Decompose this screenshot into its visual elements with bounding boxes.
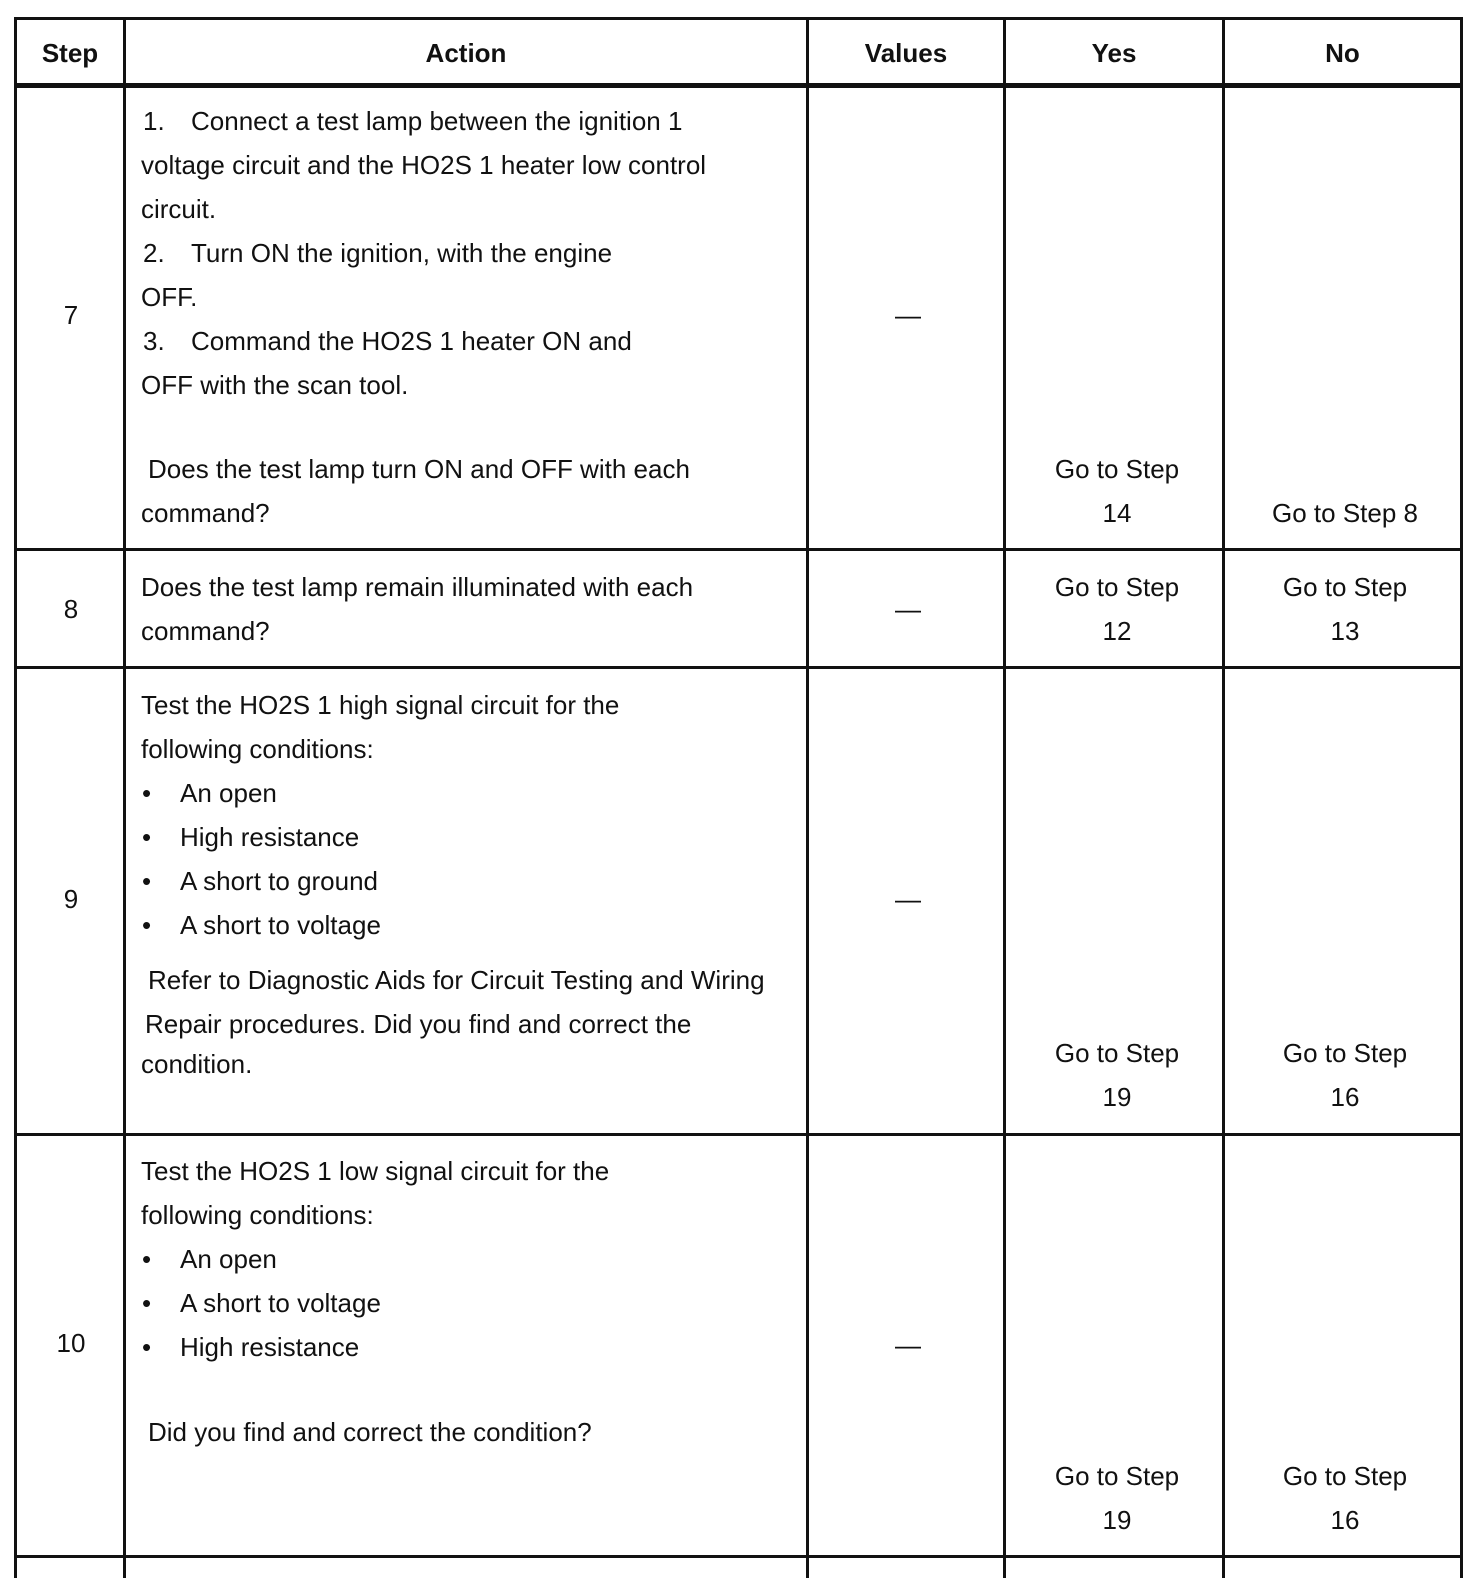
question-text: Does the test lamp remain illuminated with each	[141, 572, 694, 602]
action-text: circuit.	[141, 194, 217, 224]
action-question	[141, 1410, 801, 1454]
no-text: Go to Step	[1282, 1461, 1408, 1491]
bullet-item: • An open	[141, 1237, 801, 1281]
yes-text: 14	[1102, 498, 1132, 528]
yes-text: Go to Step	[1054, 572, 1180, 602]
question-text: command?	[141, 616, 270, 646]
action-step-number: 3.	[143, 326, 165, 356]
question-text: Repair procedures. Did you find and correct the	[145, 1009, 692, 1039]
action-step-number: 1.	[143, 106, 165, 136]
header-values: Values	[864, 37, 948, 68]
action-text: voltage circuit and the HO2S 1 heater low control	[141, 150, 707, 180]
step-number: 9	[63, 884, 79, 914]
table-border-bottom	[14, 1555, 1463, 1558]
no-cell	[1229, 1454, 1461, 1542]
column-divider	[806, 17, 809, 1578]
action-question	[141, 958, 801, 1086]
no-cell	[1229, 491, 1461, 535]
intro-text: following conditions:	[141, 734, 374, 764]
header-action: Action	[425, 37, 507, 68]
action-cell	[141, 683, 801, 947]
yes-text: 19	[1102, 1505, 1132, 1535]
action-text: Turn ON the ignition, with the engine	[191, 238, 613, 268]
row-divider	[14, 666, 1463, 669]
yes-cell	[1008, 1454, 1226, 1542]
bullet-item: • A short to voltage	[141, 1281, 801, 1325]
yes-text: Go to Step	[1054, 454, 1180, 484]
action-text: Connect a test lamp between the ignition 1	[191, 106, 683, 136]
yes-text: Go to Step	[1054, 1038, 1180, 1068]
header-step: Step	[41, 37, 99, 68]
question-text: Does the test lamp turn ON and OFF with each	[148, 454, 690, 484]
bullet-item: • A short to ground	[141, 859, 801, 903]
row-divider	[14, 548, 1463, 551]
column-divider	[1222, 17, 1225, 1578]
bullet-item: • High resistance	[141, 815, 801, 859]
action-text: OFF.	[141, 282, 198, 312]
intro-text: following conditions:	[141, 1200, 374, 1230]
action-cell	[141, 1149, 801, 1369]
table-border-right	[1460, 17, 1463, 1578]
action-cell	[141, 99, 801, 407]
header-no: No	[1325, 37, 1360, 68]
no-cell	[1229, 565, 1461, 653]
step-number: 10	[56, 1328, 86, 1358]
yes-text: Go to Step	[1054, 1461, 1180, 1491]
no-text: Go to Step	[1282, 1038, 1408, 1068]
action-text: Command the HO2S 1 heater ON and	[191, 326, 632, 356]
question-text: Refer to Diagnostic Aids for Circuit Testing and Wiring	[148, 965, 765, 995]
row-divider	[14, 1133, 1463, 1136]
action-step-number: 2.	[143, 238, 165, 268]
yes-text: 12	[1102, 616, 1132, 646]
question-text: condition.	[141, 1049, 253, 1079]
no-text: 13	[1330, 616, 1360, 646]
value-cell: —	[895, 1330, 921, 1360]
bullet-item: • A short to voltage	[141, 903, 801, 947]
step-number: 7	[63, 300, 79, 330]
intro-text: Test the HO2S 1 low signal circuit for the	[141, 1156, 610, 1186]
action-question	[141, 447, 801, 535]
bullet-item: • High resistance	[141, 1325, 801, 1369]
no-text: 16	[1330, 1082, 1360, 1112]
action-text: OFF with the scan tool.	[141, 370, 409, 400]
yes-cell	[1008, 565, 1226, 653]
question-text: Did you find and correct the condition?	[148, 1417, 592, 1447]
action-question	[141, 565, 801, 653]
no-text: Go to Step	[1282, 572, 1408, 602]
header-yes: Yes	[1091, 37, 1137, 68]
step-number: 8	[63, 594, 79, 624]
value-cell: —	[895, 300, 921, 330]
no-text: Go to Step 8	[1272, 498, 1418, 528]
intro-text: Test the HO2S 1 high signal circuit for the	[141, 690, 620, 720]
question-text: command?	[141, 498, 270, 528]
value-cell: —	[895, 884, 921, 914]
yes-cell	[1008, 447, 1226, 535]
yes-cell	[1008, 1031, 1226, 1119]
value-cell: —	[895, 594, 921, 624]
no-text: 16	[1330, 1505, 1360, 1535]
yes-text: 19	[1102, 1082, 1132, 1112]
no-cell	[1229, 1031, 1461, 1119]
bullet-item: • An open	[141, 771, 801, 815]
